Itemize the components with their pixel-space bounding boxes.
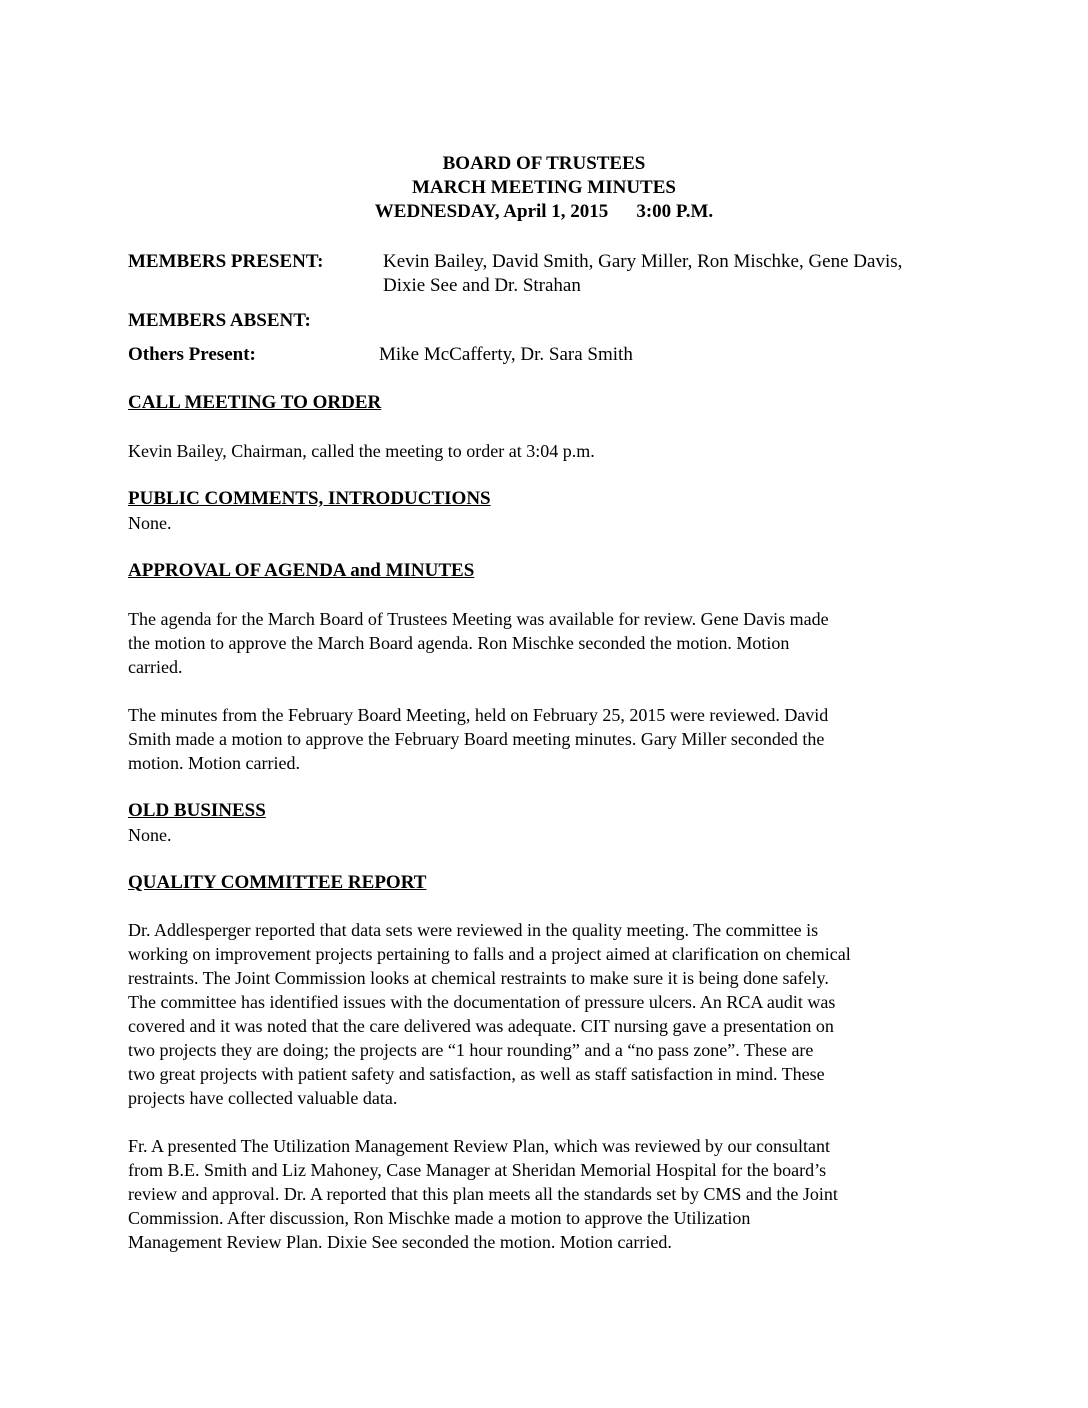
members-present-list [383, 250, 963, 298]
others-present-list: Mike McCafferty, Dr. Sara Smith [379, 344, 633, 365]
paragraph-line: Dr. Addlesperger reported that data sets were reviewed in the quality meeting. The committee is [128, 920, 819, 940]
paragraph-line: Smith made a motion to approve the February Board meeting minutes. Gary Miller seconded the [128, 729, 825, 749]
paragraph-line: Kevin Bailey, Chairman, called the meeting to order at 3:04 p.m. [128, 441, 595, 461]
section-heading-quality-committee: QUALITY COMMITTEE REPORT [128, 872, 427, 893]
paragraph-line: the motion to approve the March Board agenda. Ron Mischke seconded the motion. Motion [128, 633, 790, 653]
public-comments-text [128, 511, 960, 535]
paragraph-line: review and approval. Dr. A reported that this plan meets all the standards set by CMS and the Joint [128, 1184, 838, 1204]
members-present-line: Dixie See and Dr. Strahan [383, 275, 581, 296]
paragraph-line: motion. Motion carried. [128, 753, 300, 773]
paragraph-line: None. [128, 825, 172, 845]
section-heading-call-to-order: CALL MEETING TO ORDER [128, 392, 382, 413]
quality-paragraph-1 [128, 918, 960, 1110]
approval-paragraph-2 [128, 703, 960, 775]
paragraph-line: projects have collected valuable data. [128, 1088, 398, 1108]
title-line-3 [0, 200, 1088, 224]
members-present-label: MEMBERS PRESENT: [128, 251, 324, 272]
paragraph-line: The agenda for the March Board of Trustees Meeting was available for review. Gene Davis made [128, 609, 829, 629]
paragraph-line: Commission. After discussion, Ron Mischke made a motion to approve the Utilization [128, 1208, 751, 1228]
members-absent-label: MEMBERS ABSENT: [128, 310, 311, 331]
paragraph-line: Management Review Plan. Dixie See seconded the motion. Motion carried. [128, 1232, 672, 1252]
paragraph-line: The committee has identified issues with the documentation of pressure ulcers. An RCA audit was [128, 992, 836, 1012]
paragraph-line: covered and it was noted that the care delivered was adequate. CIT nursing gave a presentation on [128, 1016, 834, 1036]
quality-paragraph-2 [128, 1134, 960, 1254]
section-heading-approval: APPROVAL OF AGENDA and MINUTES [128, 560, 475, 581]
old-business-text [128, 823, 960, 847]
paragraph-line: carried. [128, 657, 183, 677]
paragraph-line: two projects they are doing; the projects are “1 hour rounding” and a “no pass zone”. These are [128, 1040, 814, 1060]
paragraph-line: restraints. The Joint Commission looks at chemical restraints to make sure it is being done safely. [128, 968, 829, 988]
call-to-order-text [128, 439, 960, 463]
title-line-1: BOARD OF TRUSTEES [442, 153, 646, 174]
section-heading-old-business: OLD BUSINESS [128, 800, 266, 821]
title-line-2: MARCH MEETING MINUTES [412, 177, 676, 198]
meeting-date: WEDNESDAY, April 1, 2015 [374, 201, 609, 222]
paragraph-line: The minutes from the February Board Meeting, held on February 25, 2015 were reviewed. David [128, 705, 829, 725]
members-present-line: Kevin Bailey, David Smith, Gary Miller, Ron Mischke, Gene Davis, [383, 251, 903, 272]
paragraph-line: working on improvement projects pertaining to falls and a project aimed at clarification on chemical [128, 944, 851, 964]
others-present-label: Others Present: [128, 344, 256, 365]
paragraph-line: Fr. A presented The Utilization Management Review Plan, which was reviewed by our consultant [128, 1136, 831, 1156]
meeting-time: 3:00 P.M. [636, 201, 714, 222]
section-heading-public-comments: PUBLIC COMMENTS, INTRODUCTIONS [128, 488, 491, 509]
paragraph-line: from B.E. Smith and Liz Mahoney, Case Manager at Sheridan Memorial Hospital for the board’s [128, 1160, 827, 1180]
document-title [0, 152, 1088, 224]
paragraph-line: two great projects with patient safety and satisfaction, as well as staff satisfaction in mind. These [128, 1064, 825, 1084]
paragraph-line: None. [128, 513, 172, 533]
approval-paragraph-1 [128, 607, 960, 679]
